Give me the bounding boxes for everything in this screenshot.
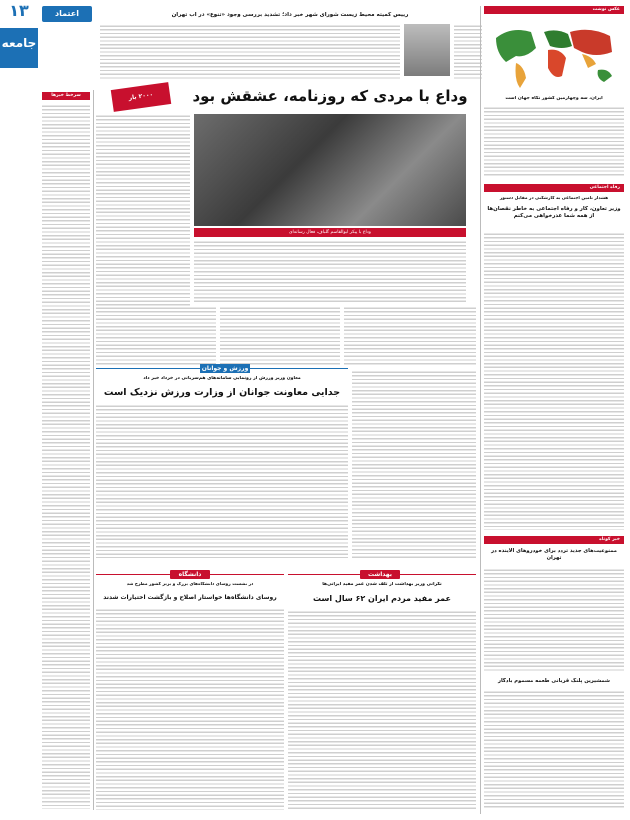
brief-headline: ممنوعیت‌های جدید تردد برای خودروهای آلاینده در تهران <box>491 548 617 561</box>
map-tag: عکس نوشت <box>592 7 620 12</box>
brief-tag: خبر کوتاه <box>599 537 620 542</box>
mid-text-a <box>96 306 216 366</box>
main-headline: وداع با مردی که روزنامه، عشقش بود <box>192 87 468 105</box>
divider-right <box>480 6 481 814</box>
health-kicker: نگرانی وزیر بهداشت از تلف شدن عمر مفید ایرانی‌ها <box>322 582 442 587</box>
health-body <box>288 610 476 810</box>
mid-text-c <box>344 306 476 366</box>
map-text <box>484 106 624 178</box>
health-tag: بهداشت <box>360 570 400 579</box>
sport-body <box>96 404 348 558</box>
main-photo <box>194 114 466 226</box>
sport-kicker: معاون وزیر ورزش از رونمایی سامانه‌های هم‌سربانی در خرداد خبر داد <box>143 376 301 381</box>
sport-headline: جدایی معاونت جوانان از وزارت ورزش نزدیک است <box>103 387 341 398</box>
health-headline: عمر مفید مردم ایران ۶۲ سال است <box>313 594 451 603</box>
social-headline: وزیر تعاون، کار و رفاه اجتماعی به خاطر نقصان‌ها از همه شما عذرخواهی می‌کنم <box>487 206 621 219</box>
sidebar-tag: سرخط خبرها <box>51 93 81 98</box>
world-map <box>486 18 622 92</box>
university-headline: روسای دانشگاه‌ها خواستار اصلاح و بازگشت اختیارات شدند <box>103 594 277 601</box>
divider-left <box>93 90 94 810</box>
sidebar-text <box>42 104 90 809</box>
world-map-svg <box>486 18 622 92</box>
photo-caption: وداع با پیکر ابوالقاسم گلباف، فعال رسانه‌ای <box>194 228 466 237</box>
mast-logo: اعتماد <box>42 6 92 22</box>
section-title: جامعه <box>1 36 37 50</box>
social-tag: رفاه اجتماعی <box>589 185 620 190</box>
brief-body <box>484 568 624 672</box>
author-photo <box>404 24 450 76</box>
main-story-text-left <box>96 114 190 336</box>
main-story-text-bottom <box>194 240 466 304</box>
center-news-col <box>352 370 476 560</box>
social-kicker: هشدار تامین اجتماعی به کارشکنی در مقابل دستور <box>499 196 609 201</box>
university-tag: دانشگاه <box>170 570 210 579</box>
bottom-right-body <box>484 690 624 810</box>
university-body <box>96 608 284 810</box>
social-body <box>484 232 624 530</box>
main-story-text-right <box>470 114 476 115</box>
sport-tag: ورزش و جوانان <box>201 365 249 372</box>
university-kicker: در نشست روسای دانشگاه‌های بزرگ و برتر کشور مطرح شد <box>126 582 254 587</box>
red-badge: ۲۰۰۰ بار <box>111 82 171 112</box>
bottom-right-headline: شمشیرین پلنگ قربانی طعمه مسموم بادگار <box>497 678 611 684</box>
page-number-box: ۱۳ <box>0 0 38 22</box>
top-kicker: رییس کمیته محیط زیست شورای شهر خبر داد؛ تشدید بررسی وجود «تنوع» در آب تهران <box>171 12 409 18</box>
top-intro-text <box>454 24 482 80</box>
top-body-text <box>100 24 400 80</box>
map-caption: ایران، سه وچهارمین کشور نگاه جهان است <box>505 96 603 101</box>
mid-text-b <box>220 306 340 366</box>
